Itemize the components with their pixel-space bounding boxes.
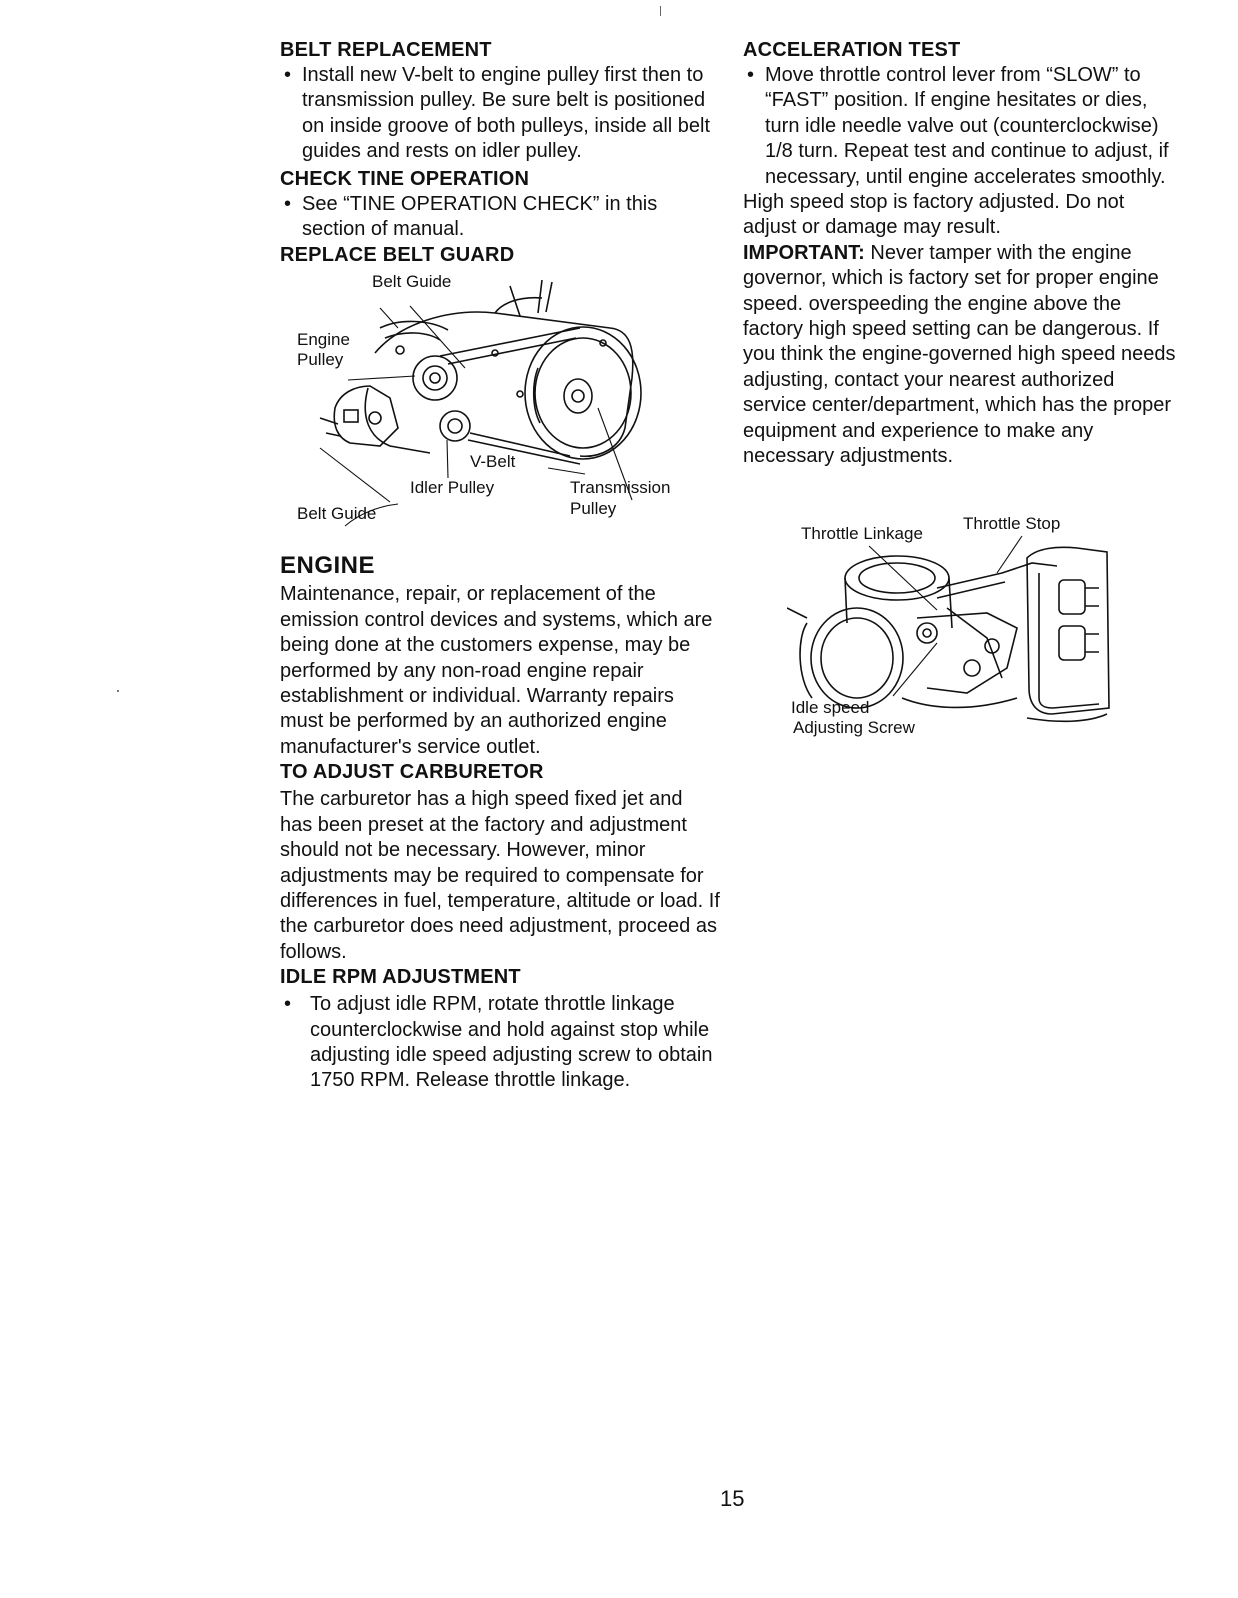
- important-body: Never tamper with the engine governor, which is factory set for proper engine speed. overspeeding the engine above the factory high speed setting can be dangerous. If you think the engine-governed high speed needs adjusting, contact your nearest authorized service center/department, which has the proper equipment and experience to make any necessary adjustments.: [743, 241, 1176, 468]
- engine-body: Maintenance, repair, or replacement of the emission control devices and systems, which are being done at the customers expense, may be performed by any non-road engine repair establishment or individual. Warranty repairs must be performed by an authorized engine manufacturer's service outlet.: [280, 583, 713, 758]
- label-belt-guide-bottom: Belt Guide: [297, 504, 377, 524]
- belt-replacement-heading: BELT REPLACEMENT: [280, 39, 492, 61]
- idle-rpm-instruction: • To adjust idle RPM, rotate throttle linkage counterclockwise and hold against stop while adjusting idle speed adjusting screw to obtain 1750 RPM. Release throttle linkage.: [280, 992, 720, 1094]
- right-column: [743, 38, 1183, 748]
- label-belt-guide-top: Belt Guide: [372, 272, 452, 292]
- check-tine-instruction: • See “TINE OPERATION CHECK” in this section of manual.: [280, 192, 720, 243]
- acceleration-test-instruction: • Move throttle control lever from “SLOW” to “FAST” position. If engine hesitates or dies, turn idle needle valve out (counterclockwise) 1/8 turn. Repeat test and continue to adjust, if necessary, until engine accelerates smoothly.: [743, 63, 1183, 190]
- belt-drive-diagram: [280, 268, 720, 538]
- check-tine-heading: CHECK TINE OPERATION: [280, 167, 530, 190]
- scan-mark: [660, 6, 661, 16]
- label-engine: Engine: [297, 330, 350, 350]
- label-throttle-stop: Throttle Stop: [963, 513, 1061, 533]
- page-number: 15: [720, 1486, 745, 1511]
- scan-speck: [117, 690, 119, 692]
- acceleration-test-heading: ACCELERATION TEST: [743, 39, 961, 61]
- label-throttle-linkage: Throttle Linkage: [801, 523, 923, 543]
- label-transmission-pulley: Pulley: [570, 499, 617, 519]
- idle-rpm-heading: IDLE RPM ADJUSTMENT: [280, 966, 521, 989]
- high-speed-stop-note: High speed stop is factory adjusted. Do not adjust or damage may result.: [743, 191, 1125, 239]
- label-transmission: Transmission: [570, 478, 671, 498]
- left-column: [280, 38, 720, 1094]
- adjust-carburetor-body: The carburetor has a high speed fixed jet and has been preset at the factory and adjustment should not be necessary. However, minor adjustments may be required to compensate for differences in fuel, temperature, altitude or load. If the carburetor does need adjustment, proceed as follows.: [280, 788, 720, 963]
- replace-belt-guard-heading: REPLACE BELT GUARD: [280, 244, 515, 267]
- label-v-belt: V-Belt: [470, 452, 516, 472]
- important-note: [743, 241, 1183, 470]
- engine-heading: ENGINE: [280, 552, 376, 580]
- important-label: IMPORTANT:: [743, 241, 865, 264]
- belt-replacement-instruction: • Install new V-belt to engine pulley first then to transmission pulley. Be sure belt is positioned on inside groove of both pulleys, inside all belt guides and rests on idler pulley.: [280, 63, 720, 165]
- label-adjusting-screw: Adjusting Screw: [793, 717, 915, 737]
- adjust-carburetor-heading: TO ADJUST CARBURETOR: [280, 761, 544, 784]
- label-idle-speed: Idle speed: [791, 697, 870, 717]
- label-engine-pulley: Pulley: [297, 350, 344, 370]
- label-idler-pulley: Idler Pulley: [410, 478, 495, 498]
- carburetor-diagram: [787, 513, 1127, 748]
